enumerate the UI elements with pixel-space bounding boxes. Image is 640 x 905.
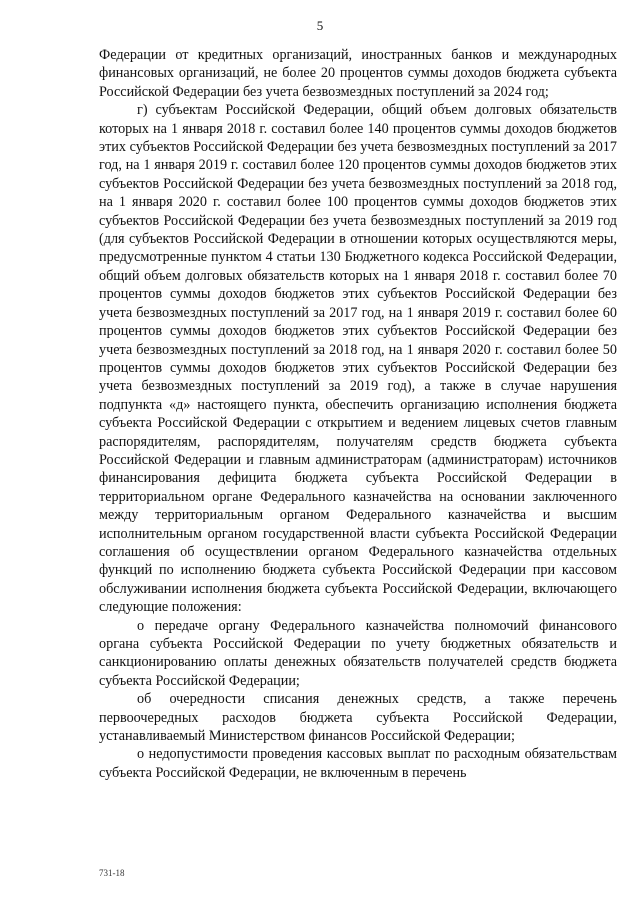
- page-number: 5: [316, 18, 324, 33]
- paragraph-provision-transfer: о передаче органу Федерального казначейства полномочий финансового органа субъекта Российской Федерации по учету бюджетных обязательств и санкционированию оплаты денежных обязательств получателей средств бюджета субъекта Российской Федерации;: [99, 617, 617, 689]
- paragraph-item-g: г) субъектам Российской Федерации, общий объем долговых обязательств которых на 1 января 2018 г. составил более 140 процентов суммы доходов бюджетов этих субъектов Российской Федерации без учета безвозмездных поступлений за 2017 год, на 1 января 2019 г. составил более 120 процентов суммы доходов бюджетов этих субъектов Российской Федерации без учета безвозмездных поступлений за 2018 год, на 1 января 2020 г. составил более 100 процентов суммы доходов бюджетов этих субъектов Российской Федерации без учета безвозмездных поступлений за 2019 год (для субъектов Российской Федерации в отношении которых осуществляются меры, предусмотренные пунктом 4 статьи 130 Бюджетного кодекса Российской Федерации, общий объем долговых обязательств которых на 1 января 2018 г. составил более 70 процентов суммы доходов бюджетов этих субъектов Российской Федерации без учета безвозмездных поступлений за 2017 год, на 1 января 2019 г. составил более 60 процентов суммы доходов бюджетов этих субъектов Российской Федерации без учета безвозмездных поступлений за 2018 год, на 1 января 2020 г. составил более 50 процентов суммы доходов бюджетов этих субъектов Российской Федерации без учета безвозмездных поступлений за 2019 год), а также в случае нарушения подпункта «д» настоящего пункта, обеспечить организацию исполнения бюджета субъекта Российской Федерации с открытием и ведением лицевых счетов главным распорядителям, распорядителям, получателям средств бюджета субъекта Российской Федерации и главным администраторам (администраторам) источников финансирования дефицита бюджета субъекта Российской Федерации в территориальном органе Федерального казначейства на основании заключенного между территориальным органом Федерального казначейства и высшим исполнительным органом государственной власти субъекта Российской Федерации соглашения об осуществлении органом Федерального казначейства отдельных функций по исполнению бюджета субъекта Российской Федерации при кассовом обслуживании исполнения бюджета субъекта Российской Федерации, включающего следующие положения:: [99, 102, 617, 616]
- paragraph-provision-priority: об очередности списания денежных средств, а также перечень первоочередных расходов бюджета субъекта Российской Федерации, устанавливаемый Министерством финансов Российской Федерации;: [99, 691, 617, 745]
- document-body: [99, 46, 617, 782]
- document-code: 731-18: [99, 868, 125, 878]
- paragraph-continuation: Федерации от кредитных организаций, иностранных банков и международных финансовых организаций, не более 20 процентов суммы доходов бюджета субъекта Российской Федерации без учета безвозмездных поступлений за 2024 год;: [99, 47, 617, 100]
- paragraph-provision-prohibition: о недопустимости проведения кассовых выплат по расходным обязательствам субъекта Российской Федерации, не включенным в перечень: [99, 746, 617, 781]
